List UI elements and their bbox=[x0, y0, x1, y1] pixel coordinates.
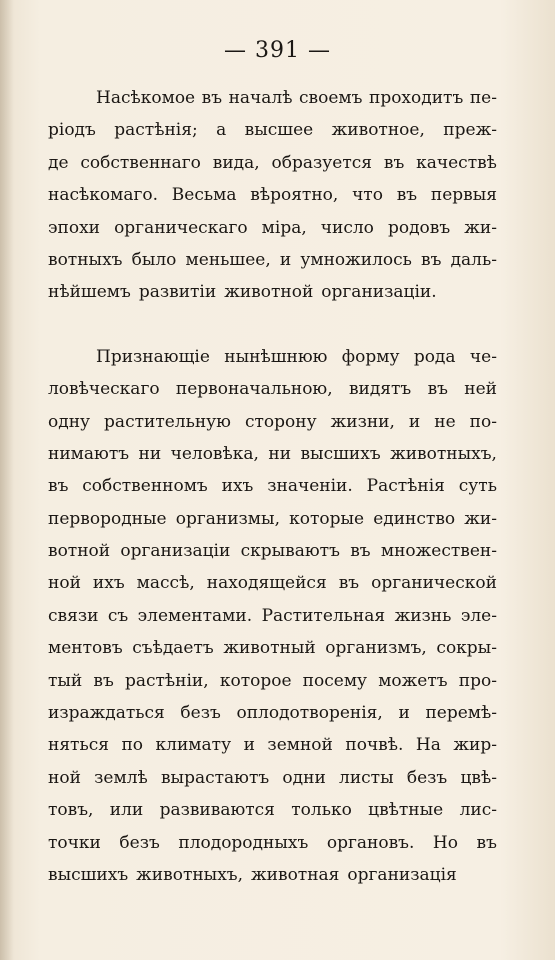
paragraph-gap bbox=[48, 309, 497, 341]
text-line: Признающіе нынѣшнюю форму рода че- bbox=[96, 346, 497, 367]
text-line: вотной организаціи скрываютъ въ множествен- bbox=[48, 541, 497, 562]
paragraph-2 bbox=[48, 341, 497, 892]
paragraph-1 bbox=[48, 82, 497, 309]
page-number: — 391 — bbox=[224, 38, 331, 63]
text-line: тый въ растѣніи, которое посему можетъ про- bbox=[48, 670, 497, 691]
gutter-shadow bbox=[0, 0, 14, 960]
text-line: точки безъ плодородныхъ органовъ. Но въ bbox=[48, 832, 497, 853]
text-line: первородные организмы, которые единство жи- bbox=[48, 508, 497, 529]
text-line: ной землѣ вырастаютъ одни листы безъ цвѣ- bbox=[48, 767, 497, 788]
text-line: Насѣкомое въ началѣ своемъ проходитъ пе- bbox=[96, 88, 497, 108]
text-line: вотныхъ было меньшее, и умножилось въ даль- bbox=[48, 249, 497, 270]
text-line: эпохи органическаго міра, число родовъ жи- bbox=[48, 217, 497, 238]
text-line: нимаютъ ни человѣка, ни высшихъ животныхъ, bbox=[48, 443, 497, 464]
text-line: товъ, или развиваются только цвѣтные лис- bbox=[48, 800, 497, 821]
text-line: связи съ элементами. Растительная жизнь эле- bbox=[48, 605, 497, 626]
text-line: ріодъ растѣнія; а высшее животное, преж- bbox=[48, 120, 497, 141]
text-line: ментовъ съѣдаетъ животный организмъ, сокры- bbox=[48, 638, 497, 659]
text-line: ной ихъ массѣ, находящейся въ органической bbox=[48, 573, 497, 594]
text-line: въ собственномъ ихъ значеніи. Растѣнія суть bbox=[48, 476, 497, 497]
text-line: израждаться безъ оплодотворенія, и перемѣ- bbox=[48, 703, 497, 724]
text-line: няться по климату и земной почвѣ. На жир- bbox=[48, 735, 497, 756]
text-line: насѣкомаго. Весьма вѣроятно, что въ первыя bbox=[48, 185, 497, 206]
text-line: высшихъ животныхъ, животная организація bbox=[48, 864, 457, 885]
text-line: ловѣческаго первоначальною, видятъ въ ней bbox=[48, 379, 497, 400]
text-line: де собственнаго вида, образуется въ качествѣ bbox=[48, 152, 497, 173]
text-line: одну растительную сторону жизни, и не по- bbox=[48, 411, 497, 432]
text-line: нѣйшемъ развитіи животной организаціи. bbox=[48, 282, 437, 303]
body-text bbox=[48, 82, 497, 891]
